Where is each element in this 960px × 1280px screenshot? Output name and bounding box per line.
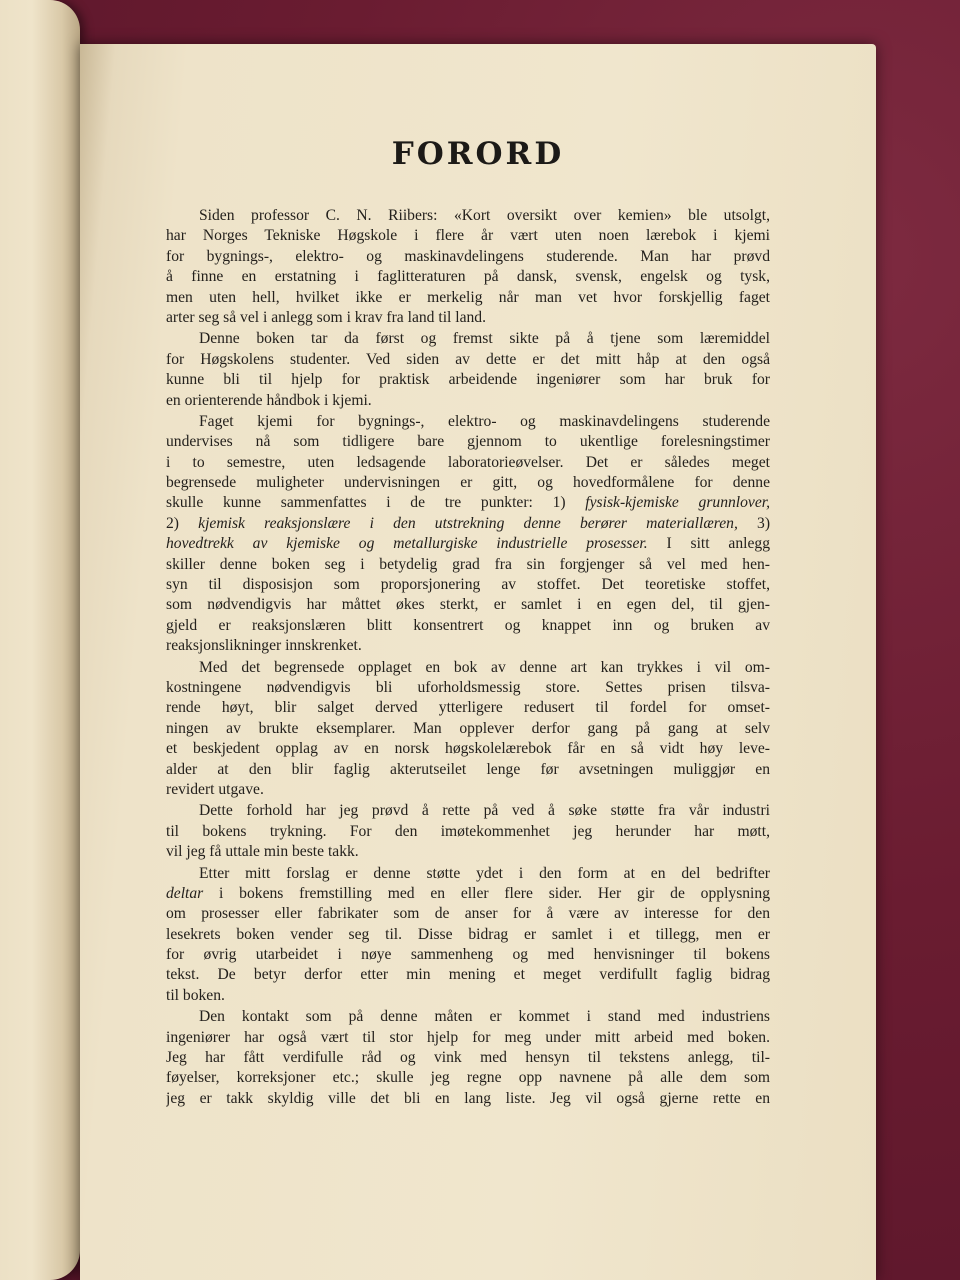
line-text: til boken. (166, 986, 225, 1004)
italic-text: fysisk-kjemiske grunnlover, (585, 494, 770, 512)
text-line (166, 308, 770, 328)
line-text: kostningene nødvendigvis bli uforholdsmessig store. Settes prisen tilsva- (166, 678, 770, 696)
text-line (166, 350, 770, 370)
line-text: begrensede muligheter undervisningen er gitt, og hovedformålene for denne (166, 474, 770, 492)
text-line (166, 288, 770, 308)
line-text: rende høyt, blir salget derved ytterligere redusert til fordel for omset- (166, 699, 770, 717)
line-text: ingeniører har også vært til stor hjelp for meg under mitt arbeid med boken. (166, 1028, 770, 1046)
text-line (166, 1089, 770, 1109)
book-page (80, 44, 876, 1280)
paragraph (166, 801, 770, 862)
text-line (166, 616, 770, 636)
text-line (166, 698, 770, 718)
text-line (166, 370, 770, 390)
text-line (166, 842, 770, 862)
line-text: Siden professor C. N. Riibers: «Kort oversikt over kemien» ble utsolgt, (199, 207, 770, 224)
line-text: Faget kjemi for bygnings-, elektro- og maskinavdelingens studerende (199, 412, 770, 430)
text-line (166, 329, 770, 349)
text-line (166, 925, 770, 945)
line-text: Dette forhold har jeg prøvd å rette på ved å søke støtte fra vår industri (199, 802, 770, 820)
text-line (166, 1068, 770, 1088)
line-text: i to semestre, uten ledsagende laboratorieøvelser. Det er således meget (166, 453, 770, 471)
text-line (166, 267, 770, 287)
line-text: arter seg så vel i anlegg som i krav fra land til land. (166, 308, 486, 326)
line-text: føyelser, korreksjoner etc.; skulle jeg regne opp navnene på alle dem som (166, 1069, 770, 1087)
line-text: som nødvendigvis har måttet økes sterkt, er samlet i en egen del, til gjen- (166, 596, 770, 614)
line-text: undervises nå som tidligere bare gjennom to ukentlige forelesningstimer (166, 433, 770, 451)
line-text: Denne boken tar da først og fremst sikte på å tjene som læremiddel (199, 330, 770, 348)
text-line (166, 986, 770, 1006)
line-text: har Norges Tekniske Høgskole i flere år vært uten noen lærebok i kjemi (166, 227, 770, 245)
text-line (166, 760, 770, 780)
line-text: gjeld er reaksjonslæren blitt konsentrert og knappet inn og bruken av (166, 616, 770, 634)
line-text: jeg er takk skyldig ville det bli en lang liste. Jeg vil også gjerne rette en (166, 1089, 770, 1107)
line-text: i bokens fremstilling med en eller flere sider. Her gir de opplysning (203, 884, 770, 902)
text-line (166, 575, 770, 595)
paragraph (166, 412, 770, 657)
text-line (166, 801, 770, 821)
line-text: men uten hell, hvilket ikke er merkelig når man vet hvor forskjellig faget (166, 288, 770, 306)
text-line (166, 1007, 770, 1027)
line-text: 2) (166, 514, 199, 532)
text-line (166, 493, 770, 513)
text-line (166, 780, 770, 800)
line-text: kunne bli til hjelp for praktisk arbeidende ingeniører som har bruk for (166, 371, 770, 389)
italic-text: deltar (166, 884, 204, 902)
line-text: å finne en erstatning i faglitteraturen på dansk, svensk, engelsk og tysk, (166, 268, 770, 286)
line-text: revidert utgave. (166, 780, 264, 798)
italic-text: hovedtrekk av kjemiske og metallurgiske industrielle prosesser. (166, 535, 648, 553)
text-line (166, 1028, 770, 1048)
page-title: FORORD (391, 136, 565, 172)
line-text: et beskjedent opplag av en norsk høgskolelærebok får en så vidt høy leve- (166, 740, 770, 758)
text-line (166, 206, 770, 226)
line-text: for Høgskolens studenter. Ved siden av dette er det mitt håp at den også (166, 350, 770, 368)
text-line (166, 391, 770, 411)
line-text: til bokens trykning. For den imøtekommenhet jeg herunder har møtt, (166, 822, 770, 840)
line-text: Jeg har fått verdifulle råd og vink med hensyn til tekstens anlegg, til- (166, 1049, 770, 1067)
text-line (166, 884, 770, 904)
line-text: lesekrets boken vender seg til. Disse bidrag er samlet i et tillegg, men er (166, 925, 770, 943)
text-line (166, 965, 770, 985)
text-line (166, 739, 770, 759)
line-text: Den kontakt som på denne måten er kommet i stand med industriens (199, 1008, 770, 1026)
line-text: ningen av brukte eksemplarer. Man opplever derfor gang på gang at selv (166, 719, 770, 737)
line-text: skiller denne boken seg i betydelig grad fra sin forgjenger så vel med hen- (166, 555, 770, 573)
italic-text: kjemisk reaksjonslære i den utstrekning denne berører materiallæren, (198, 514, 738, 532)
text-line (166, 453, 770, 473)
paragraph (166, 329, 770, 411)
line-text: vil jeg få uttale min beste takk. (166, 843, 359, 861)
text-line (166, 864, 770, 884)
text-line (166, 822, 770, 842)
text-line (166, 719, 770, 739)
text-line (166, 226, 770, 246)
line-text: alder at den blir faglig akterutseilet lenge før avsetningen muliggjør en (166, 760, 770, 778)
text-line (166, 678, 770, 698)
line-text: Etter mitt forslag er denne støtte ydet i den form at en del bedrifter (199, 864, 770, 882)
line-text: tekst. De betyr derfor etter min mening et meget verdifullt faglig bidrag (166, 966, 770, 984)
paragraph (166, 658, 770, 801)
preface-body (166, 206, 770, 1110)
text-line (166, 555, 770, 575)
line-text: for øvrig utarbeidet i nøye sammenheng og med henvisninger til bokens (166, 946, 770, 964)
line-text: om prosesser eller fabrikater som de anser for å være av interesse for den (166, 905, 770, 923)
line-text: skulle kunne sammenfattes i de tre punkter: 1) (166, 494, 586, 512)
line-text: 3) (737, 514, 770, 532)
text-line (166, 945, 770, 965)
paragraph (166, 1007, 770, 1109)
text-line (166, 1048, 770, 1068)
text-line (166, 534, 770, 554)
text-line (166, 636, 770, 656)
text-line (166, 595, 770, 615)
line-text: I sitt anlegg (647, 535, 770, 553)
line-text: en orienterende håndbok i kjemi. (166, 391, 372, 409)
text-line (166, 432, 770, 452)
text-line (166, 412, 770, 432)
line-text: reaksjonslikninger innskrenket. (166, 637, 362, 655)
text-line (166, 514, 770, 534)
line-text: for bygnings-, elektro- og maskinavdelingens studerende. Man har prøvd (166, 247, 770, 265)
paragraph (166, 206, 770, 328)
facing-page-edge (0, 0, 80, 1280)
line-text: syn til disposisjon som proporsjonering av stoffet. Det teoretiske stoffet, (166, 576, 770, 594)
paragraph (166, 864, 770, 1007)
line-text: Med det begrensede opplaget en bok av denne art kan trykkes i vil om- (199, 658, 770, 676)
text-line (166, 904, 770, 924)
text-line (166, 473, 770, 493)
text-line (166, 247, 770, 267)
text-line (166, 658, 770, 678)
